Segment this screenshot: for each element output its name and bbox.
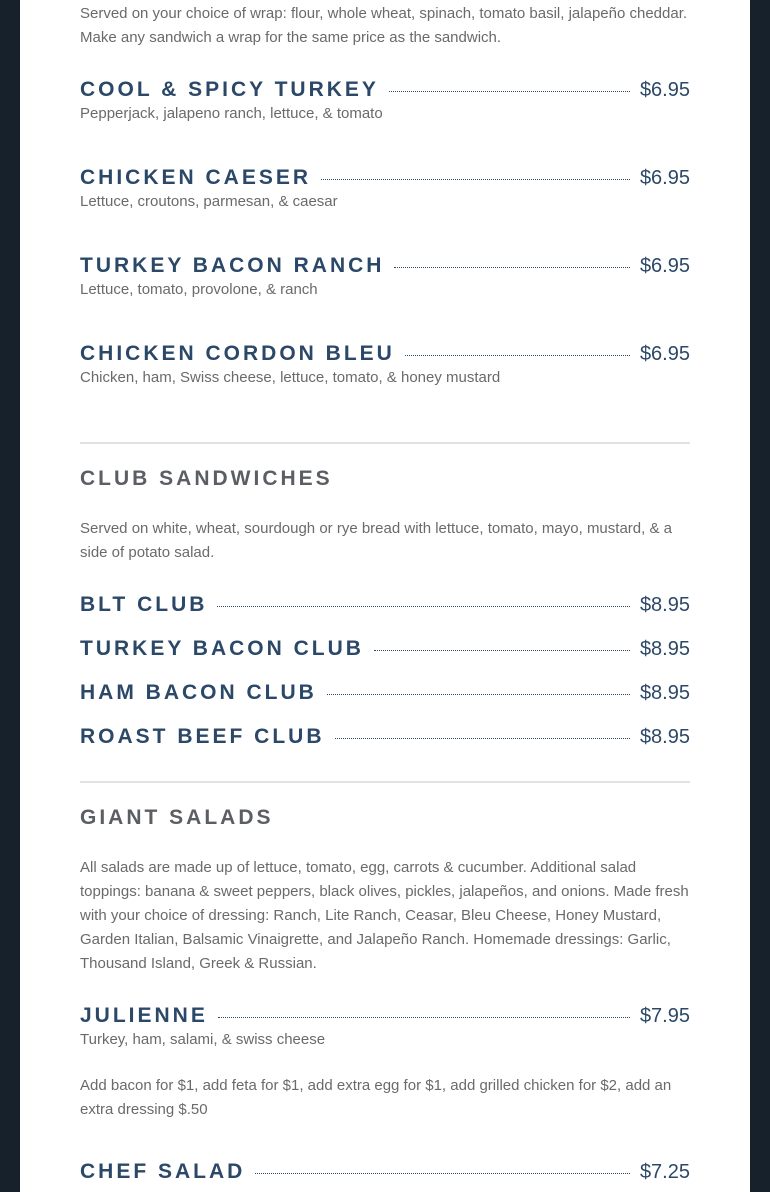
item-name: TURKEY BACON RANCH [80, 254, 385, 277]
item-price: $6.95 [639, 167, 690, 189]
item-description: Lettuce, croutons, parmesan, & caesar [80, 193, 338, 210]
salads-intro: All salads are made up of lettuce, tomato, egg, carrots & cucumber. Additional salad toppings: banana & sweet peppers, black olives, pickles, jalapeños, and onions. Made fresh with your choice of dressing: Ranch, Lite Ranch, Ceasar, Bleu Cheese, Honey Mustard, Garden Italian, Balsamic Vinaigrette, and Jalapeño Ranch. Homemade dressings: Garlic, Thousand Island, Greek & Russian. [80, 859, 689, 972]
item-price: $8.95 [639, 726, 690, 748]
menu-item-chef-salad [80, 1160, 690, 1184]
menu-page [20, 0, 750, 1192]
menu-item-cool-spicy-turkey [80, 78, 690, 126]
item-name: JULIENNE [80, 1004, 208, 1027]
dotted-leader [374, 650, 630, 651]
item-name: CHEF SALAD [80, 1160, 246, 1183]
item-description: Turkey, ham, salami, & swiss cheese [80, 1031, 326, 1048]
dotted-leader [255, 1173, 630, 1174]
item-name: CHICKEN CORDON BLEU [80, 342, 395, 365]
item-name: CHICKEN CAESER [80, 166, 312, 189]
section-title-salads: GIANT SALADS [80, 806, 274, 829]
dotted-leader [389, 91, 630, 92]
salad-addons: Add bacon for $1, add feta for $1, add extra egg for $1, add grilled chicken for $2, add an extra dressing $.50 [80, 1077, 672, 1118]
dotted-leader [335, 738, 630, 739]
menu-item-turkey-bacon-club [80, 637, 690, 661]
menu-item-blt-club [80, 593, 690, 617]
menu-item-chicken-caeser [80, 166, 690, 214]
section-title-club: CLUB SANDWICHES [80, 467, 333, 490]
item-price: $6.95 [639, 79, 690, 101]
item-description: Chicken, ham, Swiss cheese, lettuce, tomato, & honey mustard [80, 369, 501, 386]
menu-item-ham-bacon-club [80, 681, 690, 705]
dotted-leader [405, 355, 630, 356]
section-divider [80, 442, 690, 444]
item-price: $6.95 [639, 255, 690, 277]
dotted-leader [218, 1017, 630, 1018]
item-name: ROAST BEEF CLUB [80, 725, 325, 748]
item-name: HAM BACON CLUB [80, 681, 317, 704]
item-price: $8.95 [639, 594, 690, 616]
menu-item-chicken-cordon-bleu [80, 342, 690, 390]
menu-item-turkey-bacon-ranch [80, 254, 690, 302]
wraps-intro: Served on your choice of wrap: flour, whole wheat, spinach, tomato basil, jalapeño cheddar. Make any sandwich a wrap for the same price as the sandwich. [80, 5, 688, 46]
dotted-leader [217, 606, 630, 607]
menu-item-julienne [80, 1004, 690, 1052]
dotted-leader [327, 694, 630, 695]
item-description: Lettuce, tomato, provolone, & ranch [80, 281, 318, 298]
item-name: COOL & SPICY TURKEY [80, 78, 379, 101]
item-name: TURKEY BACON CLUB [80, 637, 364, 660]
item-price: $8.95 [639, 638, 690, 660]
dotted-leader [394, 267, 629, 268]
item-name: BLT CLUB [80, 593, 208, 616]
item-description: Pepperjack, jalapeno ranch, lettuce, & tomato [80, 105, 383, 122]
club-intro: Served on white, wheat, sourdough or rye bread with lettuce, tomato, mayo, mustard, & a side of potato salad. [80, 520, 672, 561]
item-price: $8.95 [639, 682, 690, 704]
menu-item-roast-beef-club [80, 725, 690, 749]
item-price: $6.95 [639, 343, 690, 365]
dotted-leader [321, 179, 630, 180]
item-price: $7.95 [639, 1005, 690, 1027]
section-divider [80, 781, 690, 783]
item-price: $7.25 [639, 1161, 690, 1183]
